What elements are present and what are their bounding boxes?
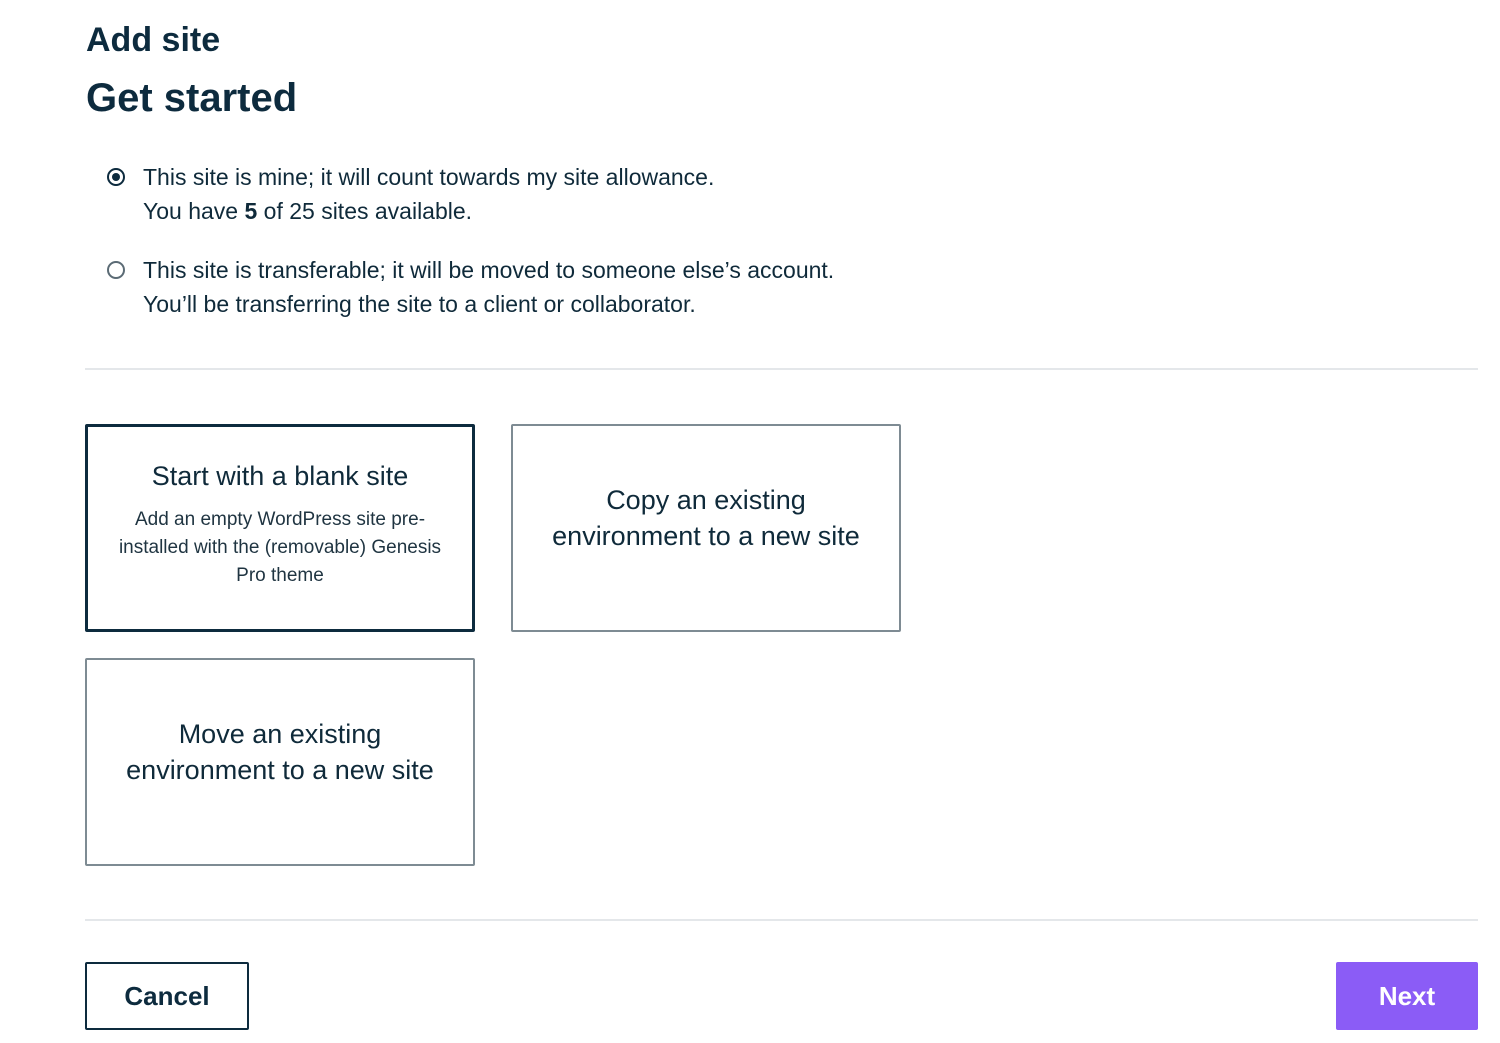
- card-blank-title: Start with a blank site: [151, 461, 409, 491]
- sites-available-count: 5: [244, 198, 258, 224]
- sites-available-prefix: You have: [143, 198, 245, 224]
- radio-title-mine: This site is mine; it will count towards my site allowance.: [143, 164, 715, 190]
- radio-option-transferable[interactable]: [107, 253, 834, 321]
- radio-option-mine[interactable]: [107, 160, 714, 228]
- cancel-button[interactable]: Cancel: [85, 962, 249, 1030]
- card-move-title: Move an existing environment to a new site: [126, 719, 434, 785]
- divider-bottom: [85, 919, 1478, 921]
- radio-label-transferable: [143, 253, 834, 321]
- card-copy-title: Copy an existing environment to a new site: [552, 485, 860, 551]
- sites-available-suffix: of 25 sites available.: [257, 198, 473, 224]
- card-copy-environment[interactable]: [511, 424, 901, 632]
- card-move-environment[interactable]: [85, 658, 475, 866]
- page-title: Add site: [86, 21, 221, 59]
- page-subtitle: Get started: [86, 76, 298, 120]
- next-button[interactable]: Next: [1336, 962, 1478, 1030]
- radio-button-mine[interactable]: [107, 168, 125, 186]
- radio-label-mine: [143, 160, 714, 228]
- radio-desc-transferable: You’ll be transferring the site to a client or collaborator.: [143, 291, 696, 317]
- radio-button-transferable[interactable]: [107, 261, 125, 279]
- card-blank-site[interactable]: [85, 424, 475, 632]
- radio-desc-mine: [143, 194, 714, 228]
- card-blank-desc: Add an empty WordPress site pre-installed with the (removable) Genesis Pro theme: [118, 509, 442, 586]
- divider-top: [85, 368, 1478, 370]
- radio-title-transferable: This site is transferable; it will be moved to someone else’s account.: [143, 257, 835, 283]
